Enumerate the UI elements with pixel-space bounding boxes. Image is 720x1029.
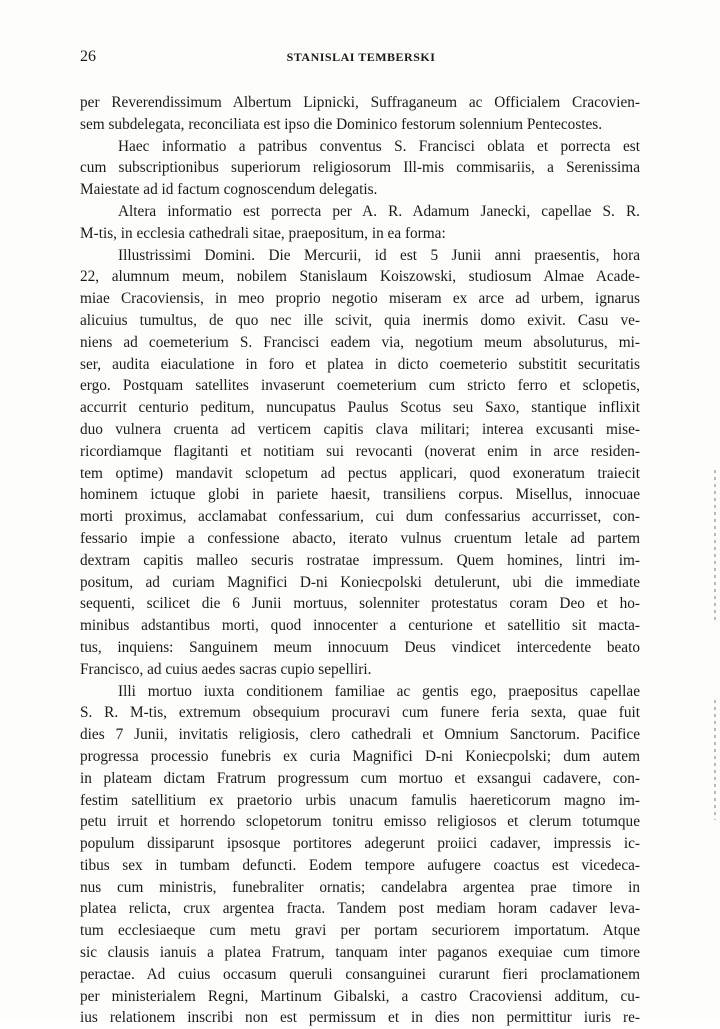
text-line: miae Cracoviensis, in meo proprio negotio miseram ex arce ad urbem, ignarus [80,290,640,308]
text-line: 22, alumnum meum, nobilem Stanislaum Koiszowski, studiosum Almae Acade- [80,268,640,286]
scan-edge-mark [714,470,716,620]
text-line: dies 7 Junii, invitatis religiosis, clero cathedrali et Omnium Sanctorum. Pacifice [80,726,640,744]
body-text [80,92,640,1029]
text-line: M-tis, in ecclesia cathedrali sitae, praepositum, in ea forma: [80,224,446,242]
text-line: in plateam dictam Fratrum progressum cum mortuo et exsangui cadavere, con- [80,769,640,787]
text-line: Illustrissimi Domini. Die Mercurii, id est 5 Junii anni praesentis, hora [118,246,640,264]
text-line: progressa processio funebris ex curia Magnifici D-ni Koniecpolski; dum autem [80,747,640,765]
text-line: ius relationem inscribi non est permissum et in dies non permittitur iuris re- [80,1009,640,1027]
running-head: STANISLAI TEMBERSKI [286,50,436,64]
text-line: Francisco, ad cuius aedes sacras cupio sepelliri. [80,660,372,678]
text-line: tem optime) mandavit sclopetum ad pectus applicari, quod exoneratum traiecit [80,464,640,482]
text-line: nus cum ministris, funebraliter ornatis; candelabra argentea prae timore in [80,878,640,896]
text-line: sic clausis ianuis a platea Fratrum, tanquam inter paganos exequiae cum timore [80,944,640,962]
text-line: fessario impie a confessione abacto, iterato vulnus cruentum letale ad partem [80,529,640,547]
text-line: tum ecclesiaeque cum metu gravi per portam securiorem importatum. Atque [80,922,640,940]
text-line: petu irruit et horrendo sclopetorum tonitru emisso religiosos et clerum totumque [80,813,640,831]
text-line: dextram capitis malleo securis rostratae impressum. Quem homines, lintri im- [80,551,640,569]
text-line: Maiestate ad id factum cognoscendum delegatis. [80,181,378,199]
text-line: niens ad coemeterium S. Francisci eadem via, negotium meum absoluturus, mi- [80,333,640,351]
text-line: ser, audita eiaculatione in foro et platea in dicto coemeterio substitit securitatis [80,355,640,373]
text-line: per ministerialem Regni, Martinum Gibalski, a castro Cracoviensi additum, cu- [80,987,640,1005]
text-line: Haec informatio a patribus conventus S. Francisci oblata et porrecta est [118,137,640,155]
text-line: minibus adstantibus morti, quod innocenter a centurione et satellitio sit macta- [80,617,640,635]
text-line: ergo. Postquam satellites invaserunt coemeterium cum stricto ferro et sclopetis, [80,377,640,395]
text-line: tus, inquiens: Sanguinem meum innocuum Deus vindicet intercedente beato [80,638,640,656]
text-line: morti proximus, acclamabat confessarium, cui dum confessarius accurrisset, con- [80,508,640,526]
text-line: peractae. Ad cuius occasum queruli consanguinei curarunt fieri proclamationem [80,965,640,983]
text-line: tibus sex in tumbam defuncti. Eodem tempore aufugere coactus est vicedeca- [80,856,640,874]
text-line: cum subscriptionibus superiorum religiosorum Ill-mis commisariis, a Serenissima [80,159,640,177]
text-line: S. R. M-tis, extremum obsequium procuravi cum funere feria sexta, quae fuit [80,704,640,722]
text-line: alicuius tumultus, de quo nec ille scivit, quia inermis domo exivit. Casu ve- [80,311,640,329]
text-line: per Reverendissimum Albertum Lipnicki, Suffraganeum ac Officialem Cracovien- [80,94,640,111]
text-line: positum, ad curiam Magnifici D-ni Koniecpolski detulerunt, ubi die immediate [80,573,640,591]
text-line: ricordiamque flagitanti et notitiam sui revocanti (noverat enim in arce residen- [80,442,640,460]
text-line: festim satellitium ex praetorio urbis unacum famulis haereticorum magno im- [80,791,640,809]
scan-edge-mark [714,700,716,820]
text-line: accurrit centurio peditum, nuncupatus Paulus Scotus seu Saxo, stantique inflixit [80,399,640,417]
text-line: platea relicta, crux argentea fracta. Tandem post mediam horam cadaver leva- [80,900,640,918]
text-line: duo vulnera cruenta ad verticem capitis clava militari; interea excusanti mise- [80,420,640,438]
text-line: sem subdelegata, reconciliata est ipso die Dominico festorum solennium Pentecostes. [80,115,603,133]
page-header [80,48,642,70]
page-number: 26 [80,48,96,65]
text-line: sequenti, scilicet die 6 Junii mortuus, solenniter protestatus coram Deo et ho- [80,595,640,613]
text-line: Altera informatio est porrecta per A. R. Adamum Janecki, capellae S. R. [118,202,640,220]
text-line: hominem ictuque globi in pariete haesit, transiliens corpus. Misellus, innocuae [80,486,640,504]
text-line: populum dissiparunt ipsosque portitores adegerunt proiici cadaver, impressis ic- [80,835,640,853]
text-line: Illi mortuo iuxta conditionem familiae ac gentis ego, praepositus capellae [118,682,640,700]
